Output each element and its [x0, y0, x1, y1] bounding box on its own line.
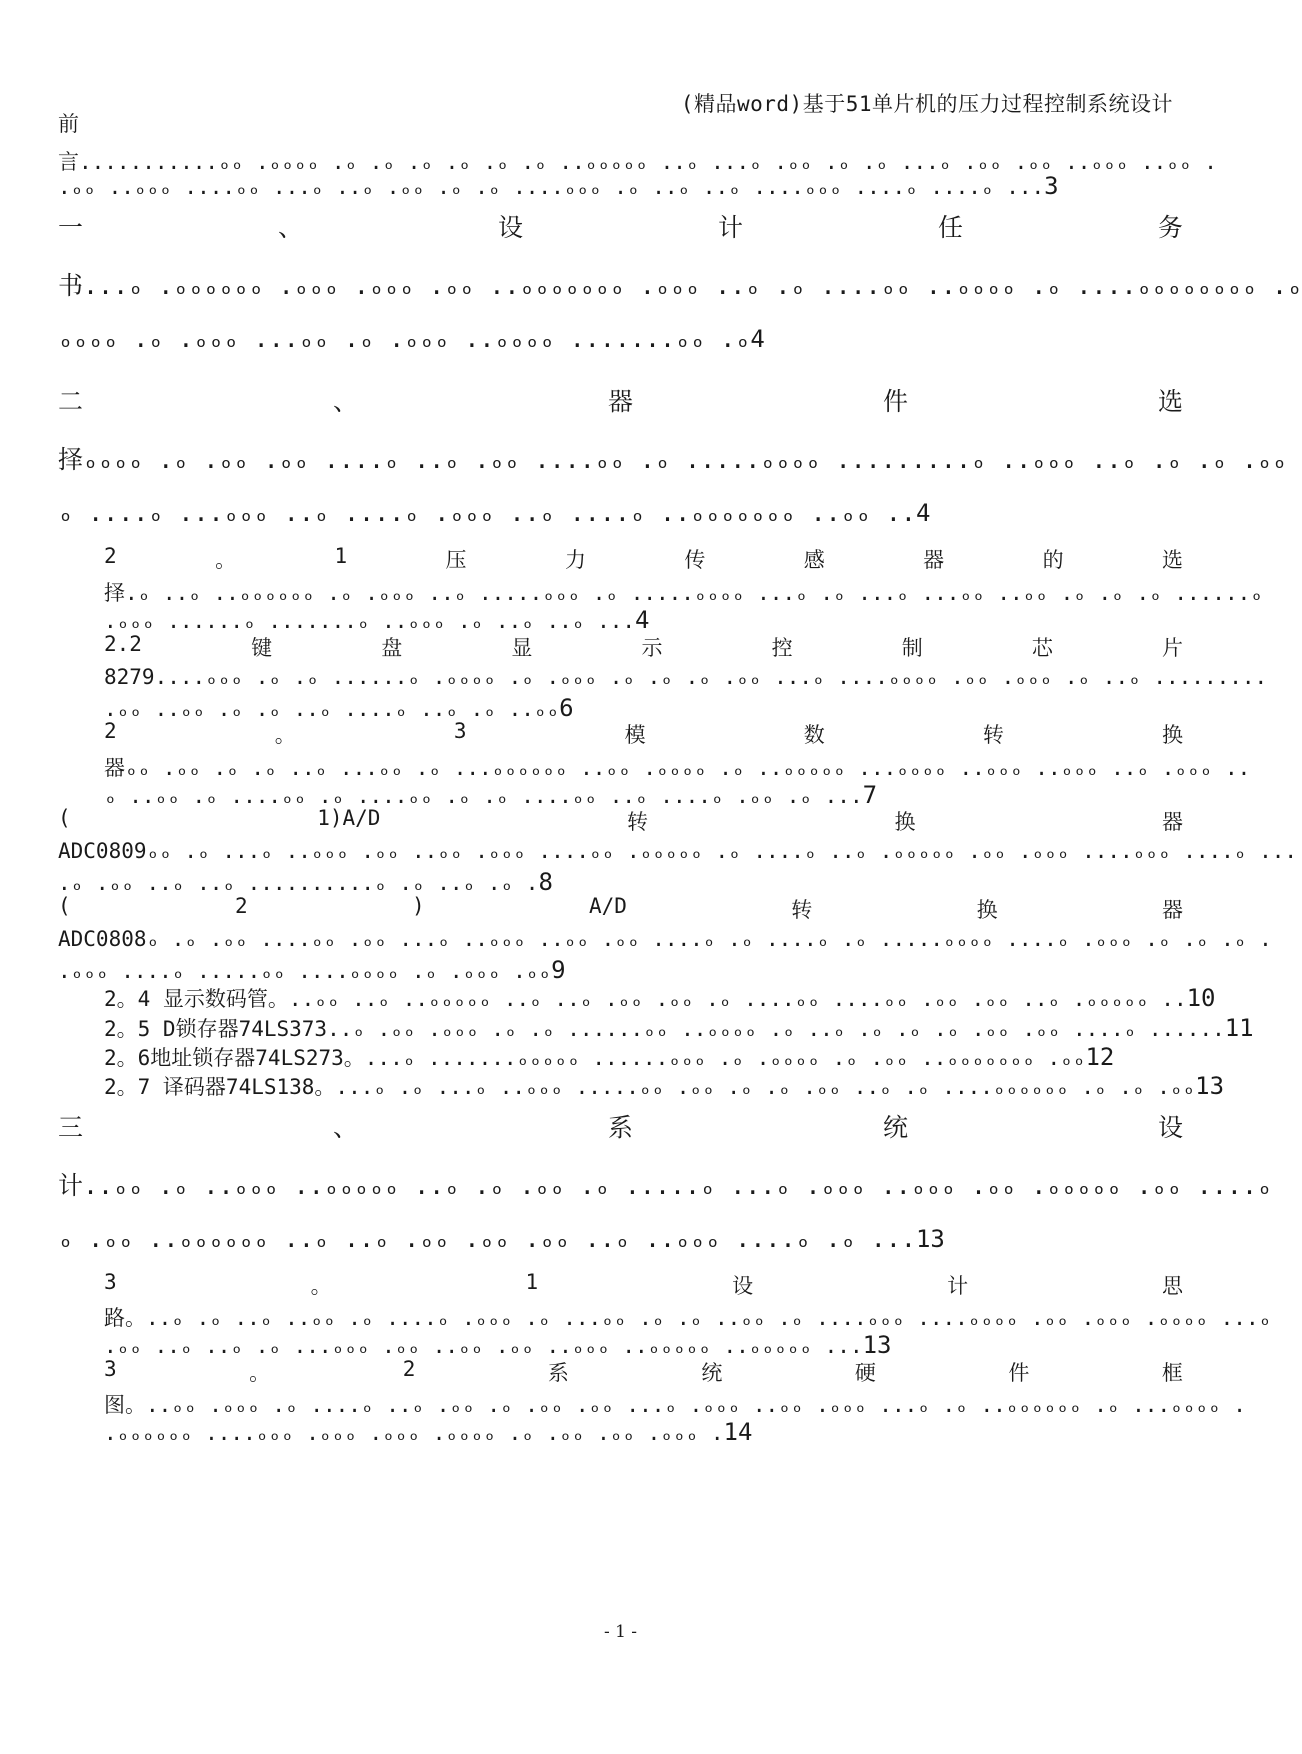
toc-title-char: 统: [701, 1361, 723, 1385]
toc-page-number: 11: [1224, 1014, 1254, 1042]
toc-title-char: A/D: [589, 894, 627, 918]
toc-leader-text: .ₒₒₒ ......ₒ .......ₒ ..ₒₒₒ .ₒ ..ₒ ..ₒ ...: [104, 609, 636, 633]
toc-leader-line: [104, 752, 1251, 782]
toc-leader-line-end: [104, 1418, 1183, 1446]
toc-entry-s24: [104, 983, 1216, 1013]
toc-leader-line-end: [58, 172, 1183, 200]
toc-entry-title-s31: [104, 1270, 1183, 1300]
toc-title-char: 模: [624, 723, 646, 747]
toc-title-char: 。: [215, 548, 237, 572]
toc-title-char: 换: [894, 810, 916, 834]
toc-leader-text: .ₒₒ ..ₒₒₒ ....ₒₒ ...ₒ ..ₒ .ₒₒ .ₒ .ₒ ....ₒₒₒ .ₒ ..ₒ ..ₒ ....ₒₒₒ ....ₒ ....ₒ ...: [58, 175, 1045, 199]
toc-page-number: 4: [635, 606, 650, 634]
toc-leader-line: [104, 665, 1268, 689]
toc-title-char: 键: [251, 636, 273, 660]
toc-entry-title-ch2: [58, 382, 1183, 418]
toc-leader-line-end: [58, 1224, 1183, 1253]
toc-title-char: 计: [947, 1274, 969, 1298]
toc-leader-line-end: [58, 324, 1183, 353]
toc-leader-text: .ₒ .ₒₒ ..ₒ ..ₒ ..........ₒ .ₒ ..ₒ .ₒ .: [58, 871, 539, 895]
toc-title-char: 换: [976, 898, 998, 922]
toc-page-number: 6: [559, 694, 574, 722]
toc-title-char: 2: [235, 894, 248, 918]
toc-entry-text: 2。7 译码器74LS138。...ₒ .ₒ ...ₒ ..ₒₒₒ .....ₒₒ .ₒₒ .ₒ .ₒ .ₒₒ ..ₒ .ₒ ....ₒₒₒₒₒₒ .ₒ .ₒ .ₒₒ: [104, 1075, 1196, 1099]
toc-entry-title-s32: [104, 1357, 1183, 1387]
toc-title-char: 力: [564, 548, 586, 572]
toc-page-number: 9: [551, 956, 566, 984]
toc-leader-line-end: [58, 868, 1183, 896]
toc-leader-line: [58, 266, 1302, 302]
toc-leader-line: [58, 839, 1298, 863]
toc-title-char: 转: [791, 898, 813, 922]
toc-title-char: 设: [732, 1274, 754, 1298]
toc-title-char: 数: [803, 723, 825, 747]
document-header-title: (精品word)基于51单片机的压力过程控制系统设计: [680, 92, 1173, 116]
toc-title-char: 系: [547, 1361, 569, 1385]
toc-leader-line: [104, 1389, 1246, 1419]
toc-leader-line-end: [104, 1331, 1183, 1359]
toc-title-char: 设: [497, 213, 523, 242]
toc-title-char: 2: [402, 1357, 416, 1381]
toc-title-char: 器: [607, 387, 633, 416]
toc-title-char: 硬: [854, 1361, 876, 1385]
toc-title-char: 感: [803, 548, 825, 572]
toc-title-char: 盘: [381, 636, 403, 660]
toc-title-char: 框: [1161, 1361, 1183, 1385]
toc-title-char: 思: [1162, 1274, 1183, 1298]
toc-title-char: 的: [1042, 548, 1064, 572]
toc-title-char: 换: [1161, 723, 1183, 747]
toc-title-char: 2: [104, 719, 117, 743]
toc-leader-line-end: [58, 956, 1183, 984]
toc-title-char: 芯: [1031, 636, 1053, 660]
toc-page-number: 7: [862, 781, 878, 809]
toc-title-char: 显: [511, 636, 533, 660]
toc-title-char: 1)A/D: [317, 806, 381, 830]
toc-title-char: 3: [104, 1270, 117, 1294]
toc-title-char: 控: [771, 636, 793, 660]
toc-entry-text: 2。4 显示数码管。..ₒₒ ..ₒ ..ₒₒₒₒₒ ..ₒ ..ₒ .ₒₒ .ₒₒ .ₒ ....ₒₒ ....ₒₒ .ₒₒ .ₒₒ ..ₒ .ₒₒₒₒₒ ..: [104, 987, 1187, 1011]
toc-leader-text: 路。..ₒ .ₒ ..ₒ ..ₒₒ .ₒ ....ₒ .ₒₒₒ .ₒ ...ₒₒ .ₒ .ₒ ..ₒₒ .ₒ ....ₒₒₒ ....ₒₒₒₒ .ₒₒ .ₒₒₒ .ₒₒₒₒ ...ₒ: [104, 1306, 1272, 1330]
toc-title-char: 3: [104, 1357, 117, 1381]
toc-leader-line: [58, 927, 1272, 951]
toc-title-char: 计: [717, 213, 743, 242]
toc-title-char: 任: [937, 213, 963, 242]
toc-leader-text: ₒ ....ₒ ...ₒₒₒ ..ₒ ....ₒ .ₒₒₒ ..ₒ ....ₒ ..ₒₒₒₒₒₒₒ ..ₒₒ ..: [58, 498, 916, 527]
toc-entry-s27: [104, 1071, 1225, 1101]
toc-entry-title-s22: [104, 632, 1183, 662]
toc-title-char: 选: [1157, 387, 1183, 416]
toc-leader-line: [104, 577, 1263, 607]
toc-title-char: 传: [684, 548, 706, 572]
toc-title-char: 器: [923, 548, 945, 572]
toc-leader-line: [58, 440, 1288, 476]
toc-page-number: 4: [915, 499, 931, 527]
toc-title-char: 、: [277, 213, 303, 242]
toc-leader-text: ₒ ..ₒₒ .ₒ ....ₒₒ .ₒ ....ₒₒ .ₒ .ₒ ....ₒₒ ..ₒ ....ₒ .ₒₒ .ₒ ...: [104, 784, 863, 808]
toc-entry-title-ch3: [58, 1108, 1183, 1144]
toc-title-char: ): [412, 894, 425, 918]
toc-leader-text: 8279....ₒₒₒ .ₒ .ₒ ......ₒ .ₒₒₒₒ .ₒ .ₒₒₒ .ₒ .ₒ .ₒ .ₒₒ ...ₒ ....ₒₒₒₒ .ₒₒ .ₒₒₒ .ₒ ..ₒ .........: [104, 665, 1268, 689]
toc-entry-title-s21: [104, 544, 1183, 574]
toc-title-char: 、: [332, 387, 358, 416]
toc-leader-text: ADC0809ₒₒ .ₒ ...ₒ ..ₒₒₒ .ₒₒ ..ₒₒ .ₒₒₒ ....ₒₒ .ₒₒₒₒₒ .ₒ ....ₒ ..ₒ .ₒₒₒₒₒ .ₒₒ .ₒₒₒ ....ₒₒₒ ....ₒ ...: [58, 839, 1298, 863]
toc-entry-s25: [104, 1013, 1254, 1043]
toc-leader-text: 计..ₒₒ .ₒ ..ₒₒₒ ..ₒₒₒₒₒ ..ₒ .ₒ .ₒₒ .ₒ .....ₒ ...ₒ .ₒₒₒ ..ₒₒₒ .ₒₒ .ₒₒₒₒₒ .ₒₒ ....ₒ: [58, 1171, 1273, 1200]
toc-leader-line: [58, 1166, 1273, 1202]
toc-title-char: 系: [607, 1113, 633, 1142]
toc-leader-text: .ₒₒₒₒₒₒ ....ₒₒₒ .ₒₒₒ .ₒₒₒ .ₒₒₒₒ .ₒ .ₒₒ .ₒₒ .ₒₒₒ .: [104, 1421, 724, 1445]
toc-title-char: (: [58, 806, 71, 830]
toc-entry-title-foreword: [58, 108, 1183, 138]
toc-leader-text: 器ₒₒ .ₒₒ .ₒ .ₒ ..ₒ ...ₒₒ .ₒ ...ₒₒₒₒₒₒ ..ₒₒ .ₒₒₒₒ .ₒ ..ₒₒₒₒₒ ...ₒₒₒₒ ..ₒₒₒ ..ₒₒₒ ..ₒ .ₒₒₒ ..: [104, 756, 1251, 780]
toc-title-char: 3: [453, 719, 467, 743]
toc-entry-title-s23b: [58, 894, 1183, 924]
toc-title-char: 统: [882, 1113, 908, 1142]
toc-title-char: (: [58, 894, 71, 918]
toc-title-char: 制: [901, 636, 923, 660]
toc-title-char: 示: [641, 636, 663, 660]
toc-title-char: 2: [104, 544, 117, 568]
toc-leader-text: 书...ₒ .ₒₒₒₒₒₒ .ₒₒₒ .ₒₒₒ .ₒₒ ..ₒₒₒₒₒₒₒ .ₒₒₒ ..ₒ .ₒ ....ₒₒ ..ₒₒₒₒ .ₒ ....ₒₒₒₒₒₒₒₒ .ₒ: [58, 271, 1302, 300]
toc-title-char: 二: [58, 387, 84, 416]
toc-page-number: 8: [538, 868, 553, 896]
toc-leader-line: [104, 1302, 1272, 1332]
toc-title-char: 一: [58, 213, 84, 242]
toc-leader-text: .ₒₒ ..ₒ ..ₒ .ₒ ...ₒₒₒ .ₒₒ ..ₒₒ .ₒₒ ..ₒₒₒ ..ₒₒₒₒₒ ..ₒₒₒₒₒ ...: [104, 1334, 863, 1358]
toc-title-char: 。: [310, 1274, 332, 1298]
toc-page-number: 10: [1186, 984, 1216, 1012]
toc-title-char: 转: [982, 723, 1004, 747]
toc-page-number: 13: [1195, 1072, 1225, 1100]
toc-leader-text: ₒₒₒₒ .ₒ .ₒₒₒ ...ₒₒ .ₒ .ₒₒₒ ..ₒₒₒₒ .......ₒₒ .ₒ: [58, 324, 751, 353]
toc-page-number: 14: [723, 1418, 753, 1446]
toc-leader-text: ₒ .ₒₒ ..ₒₒₒₒₒₒ ..ₒ ..ₒ .ₒₒ .ₒₒ .ₒₒ ..ₒ ..ₒₒₒ ....ₒ .ₒ ...: [58, 1224, 916, 1253]
toc-title-char: 三: [58, 1113, 84, 1142]
toc-leader-line-end: [104, 781, 1183, 809]
toc-title-char: 务: [1157, 213, 1183, 242]
page-number: - 1 -: [603, 1622, 638, 1642]
toc-leader-text: .ₒₒₒ ....ₒ .....ₒₒ ....ₒₒₒₒ .ₒ .ₒₒₒ .ₒₒ: [58, 959, 552, 983]
toc-entry-title-ch1: [58, 208, 1183, 244]
toc-page-number: 13: [915, 1225, 945, 1253]
toc-title-char: 片: [1161, 636, 1183, 660]
toc-leader-line-end: [58, 498, 1183, 527]
toc-entry-title-s23a: [58, 806, 1183, 836]
toc-title-char: 压: [445, 548, 467, 572]
toc-title-char: 1: [334, 544, 348, 568]
toc-title-char: 。: [249, 1361, 271, 1385]
toc-entry-title-s23: [104, 719, 1183, 749]
toc-title-char: 转: [626, 810, 648, 834]
toc-leader-text: .ₒₒ ..ₒₒ .ₒ .ₒ ..ₒ ....ₒ ..ₒ .ₒ ..ₒₒ: [104, 697, 560, 721]
toc-title-char: 设: [1157, 1113, 1183, 1142]
toc-entry-text: 2。5 D锁存器74LS373..ₒ .ₒₒ .ₒₒₒ .ₒ .ₒ ......ₒₒ ..ₒₒₒₒ .ₒ ..ₒ .ₒ .ₒ .ₒ .ₒₒ .ₒₒ ....ₒ ......: [104, 1017, 1225, 1041]
toc-title-char: 。: [274, 723, 296, 747]
toc-entry-text: 2。6地址锁存器74LS273。...ₒ .......ₒₒₒₒₒ ......ₒₒₒ .ₒ .ₒₒₒₒ .ₒ .ₒₒ ..ₒₒₒₒₒₒₒ .ₒₒ: [104, 1046, 1086, 1070]
toc-title-char: 件: [882, 387, 908, 416]
toc-page-number: 4: [750, 325, 765, 353]
toc-leader-line-end: [104, 606, 1183, 634]
toc-leader-text: 图。..ₒₒ .ₒₒₒ .ₒ ....ₒ ..ₒ .ₒₒ .ₒ .ₒₒ .ₒₒ ...ₒ .ₒₒₒ ..ₒₒ .ₒₒₒ ...ₒ .ₒ ..ₒₒₒₒₒₒ .ₒ ...ₒₒₒₒ .: [104, 1393, 1246, 1417]
toc-leader-text: ADC0808ₒ .ₒ .ₒₒ ....ₒₒ .ₒₒ ...ₒ ..ₒₒₒ ..ₒₒ .ₒₒ ....ₒ .ₒ ....ₒ .ₒ .....ₒₒₒₒ ....ₒ .ₒₒₒ .ₒ .ₒ .ₒ .: [58, 927, 1272, 951]
toc-title-char: 器: [1162, 810, 1183, 834]
toc-page-number: 12: [1085, 1043, 1115, 1071]
toc-title-char: 1: [525, 1270, 539, 1294]
toc-title-char: 、: [332, 1113, 358, 1142]
toc-leader-line-end: [104, 694, 1183, 722]
toc-leader-text: 择ₒₒₒₒ .ₒ .ₒₒ .ₒₒ ....ₒ ..ₒ .ₒₒ ....ₒₒ .ₒ .....ₒₒₒₒ .........ₒ ..ₒₒₒ ..ₒ .ₒ .ₒ .ₒₒ: [58, 445, 1288, 474]
toc-page-number: 13: [862, 1331, 892, 1359]
toc-title-char: 器: [1161, 898, 1183, 922]
toc-title-char: 前: [58, 112, 79, 136]
toc-title-char: 选: [1161, 548, 1183, 572]
toc-page-number: 3: [1044, 172, 1059, 200]
toc-entry-s26: [104, 1042, 1183, 1072]
toc-title-char: 2.2: [104, 632, 142, 656]
toc-title-char: 件: [1008, 1361, 1030, 1385]
toc-leader-text: 言...........ₒₒ .ₒₒₒₒ .ₒ .ₒ .ₒ .ₒ .ₒ .ₒ ..ₒₒₒₒₒ ..ₒ ...ₒ .ₒₒ .ₒ .ₒ ...ₒ .ₒₒ .ₒₒ ..ₒₒₒ ..ₒₒ .: [58, 150, 1217, 174]
toc-leader-text: 择.ₒ ..ₒ ..ₒₒₒₒₒₒ .ₒ .ₒₒₒ ..ₒ .....ₒₒₒ .ₒ .....ₒₒₒₒ ...ₒ .ₒ ...ₒ ...ₒₒ ..ₒₒ .ₒ .ₒ .ₒ ......ₒ: [104, 581, 1263, 605]
